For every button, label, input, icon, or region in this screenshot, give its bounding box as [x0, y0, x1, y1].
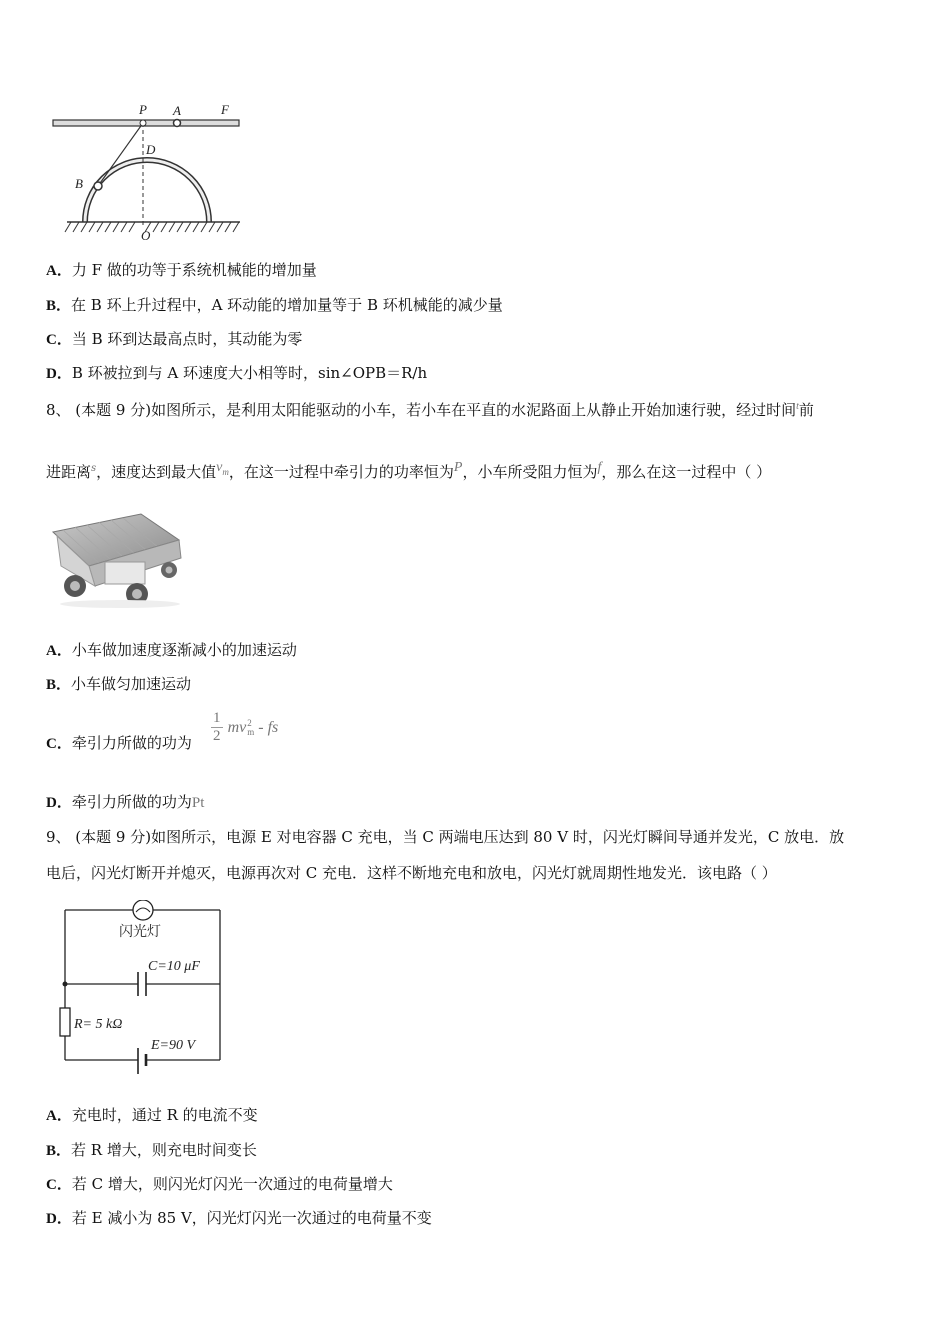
q8-formula-c: $\frac{1}{2}$ mv 2 m - fs	[213, 710, 279, 744]
ring-rod-figure	[45, 98, 245, 240]
q9-stem-line2: 电后，闪光灯断开并熄灭，电源再次对 C 充电．这样不断地充电和放电，闪光灯就周期性地发光．该电路（ ）	[46, 864, 777, 882]
label-p: P	[139, 102, 147, 117]
q9-option-a: A．充电时，通过 R 的电流不变	[46, 1106, 258, 1124]
q9-stem-line1: 9、 (本题 9 分)如图所示，电源 E 对电容器 C 充电，当 C 两端电压达到 80 V 时，闪光灯瞬间导通并发光，C 放电．放	[46, 828, 845, 846]
label-b: B	[75, 176, 83, 191]
q9-option-b: B．若 R 增大，则充电时间变长	[46, 1141, 257, 1159]
label-o: O	[141, 228, 151, 240]
q9-option-d: D．若 E 减小为 85 V，闪光灯闪光一次通过的电荷量不变	[46, 1209, 432, 1227]
flash-circuit-diagram	[55, 900, 230, 1080]
emf-label: E=90 V	[151, 1038, 196, 1053]
q7-option-c: C．当 B 环到达最高点时，其动能为零	[46, 330, 303, 348]
q8-stem-line2: 进距离$^s$，速度达到最大值$v_m$，在这一过程中牵引力的功率恒为P，小车所受阻力恒为f，那么在这一过程中（ ）	[46, 460, 772, 481]
lamp-label: 闪光灯	[119, 925, 161, 940]
q8-option-a: A．小车做加速度逐渐减小的加速运动	[46, 641, 297, 659]
q8-stem-line1: 8、 (本题 9 分)如图所示，是利用太阳能驱动的小车，若小车在平直的水泥路面上从静止开始加速行驶，经过时间$^t$前	[46, 401, 814, 419]
label-f: F	[221, 102, 229, 117]
q7-option-d: D．B 环被拉到与 A 环速度大小相等时，sin∠OPB＝R/h	[46, 364, 428, 382]
q8-option-c: C．牵引力所做的功为	[46, 734, 192, 752]
label-a: A	[173, 103, 181, 118]
label-d: D	[146, 142, 156, 157]
q7-option-a: A．力 F 做的功等于系统机械能的增加量	[46, 261, 317, 279]
q7-option-b: B．在 B 环上升过程中，A 环动能的增加量等于 B 环机械能的减少量	[46, 296, 503, 314]
solar-car-image	[45, 510, 187, 610]
capacitor-label: C=10 μF	[148, 959, 200, 974]
resistor-label: R= 5 kΩ	[74, 1017, 123, 1032]
q8-option-b: B．小车做匀加速运动	[46, 675, 192, 693]
q8-option-d: D．牵引力所做的功为Pt	[46, 793, 205, 811]
q9-option-c: C．若 C 增大，则闪光灯闪光一次通过的电荷量增大	[46, 1175, 393, 1193]
